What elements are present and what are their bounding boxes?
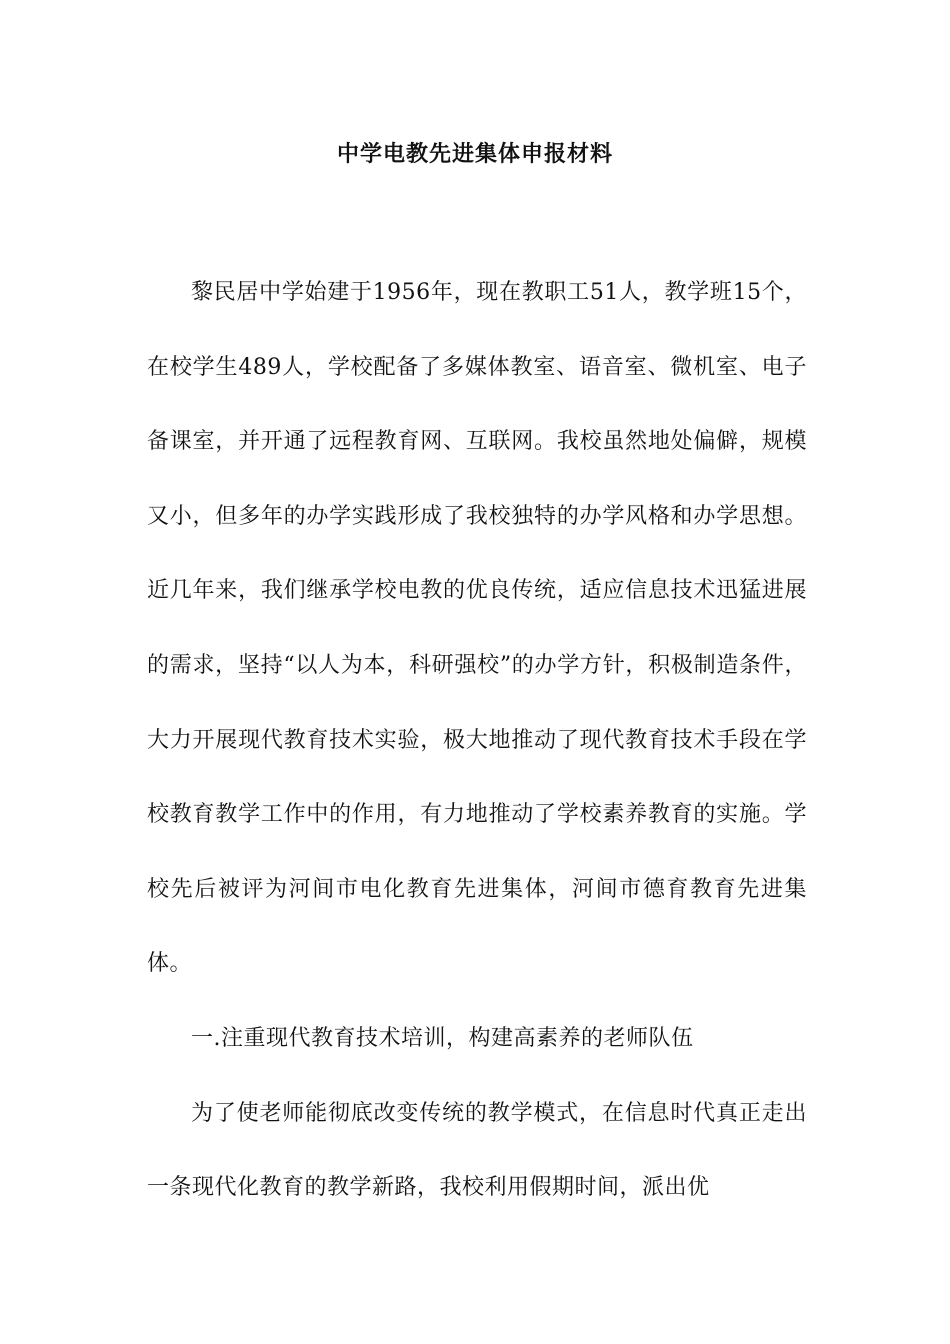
section-heading-1: 一.注重现代教育技术培训，构建高素养的老师队伍: [191, 1025, 694, 1051]
document-title: 中学电教先进集体申报材料: [336, 141, 613, 167]
document-body: [147, 256, 807, 1226]
paragraph-intro: 黎民居中学始建于1956年，现在教职工51人，教学班15个，在校学生489人，学校配备了多媒体教室、语音室、微机室、电子备课室，并开通了远程教育网、互联网。我校虽然地处偏僻，规模又小，但多年的办学实践形成了我校独特的办学风格和办学思想。近几年来，我们继承学校电教的优良传统，适应信息技术迅猛进展的需求，坚持“以人为本，科研强校”的办学方针，积极制造条件，大力开展现代教育技术实验，极大地推动了现代教育技术手段在学校教育教学工作中的作用，有力地推动了学校素养教育的实施。学校先后被评为河间市电化教育先进集体，河间市德育教育先进集体。: [147, 280, 807, 977]
paragraph-training: 为了使老师能彻底改变传统的教学模式，在信息时代真正走出一条现代化教育的教学新路，我校利用假期时间，派出优: [147, 1100, 807, 1201]
